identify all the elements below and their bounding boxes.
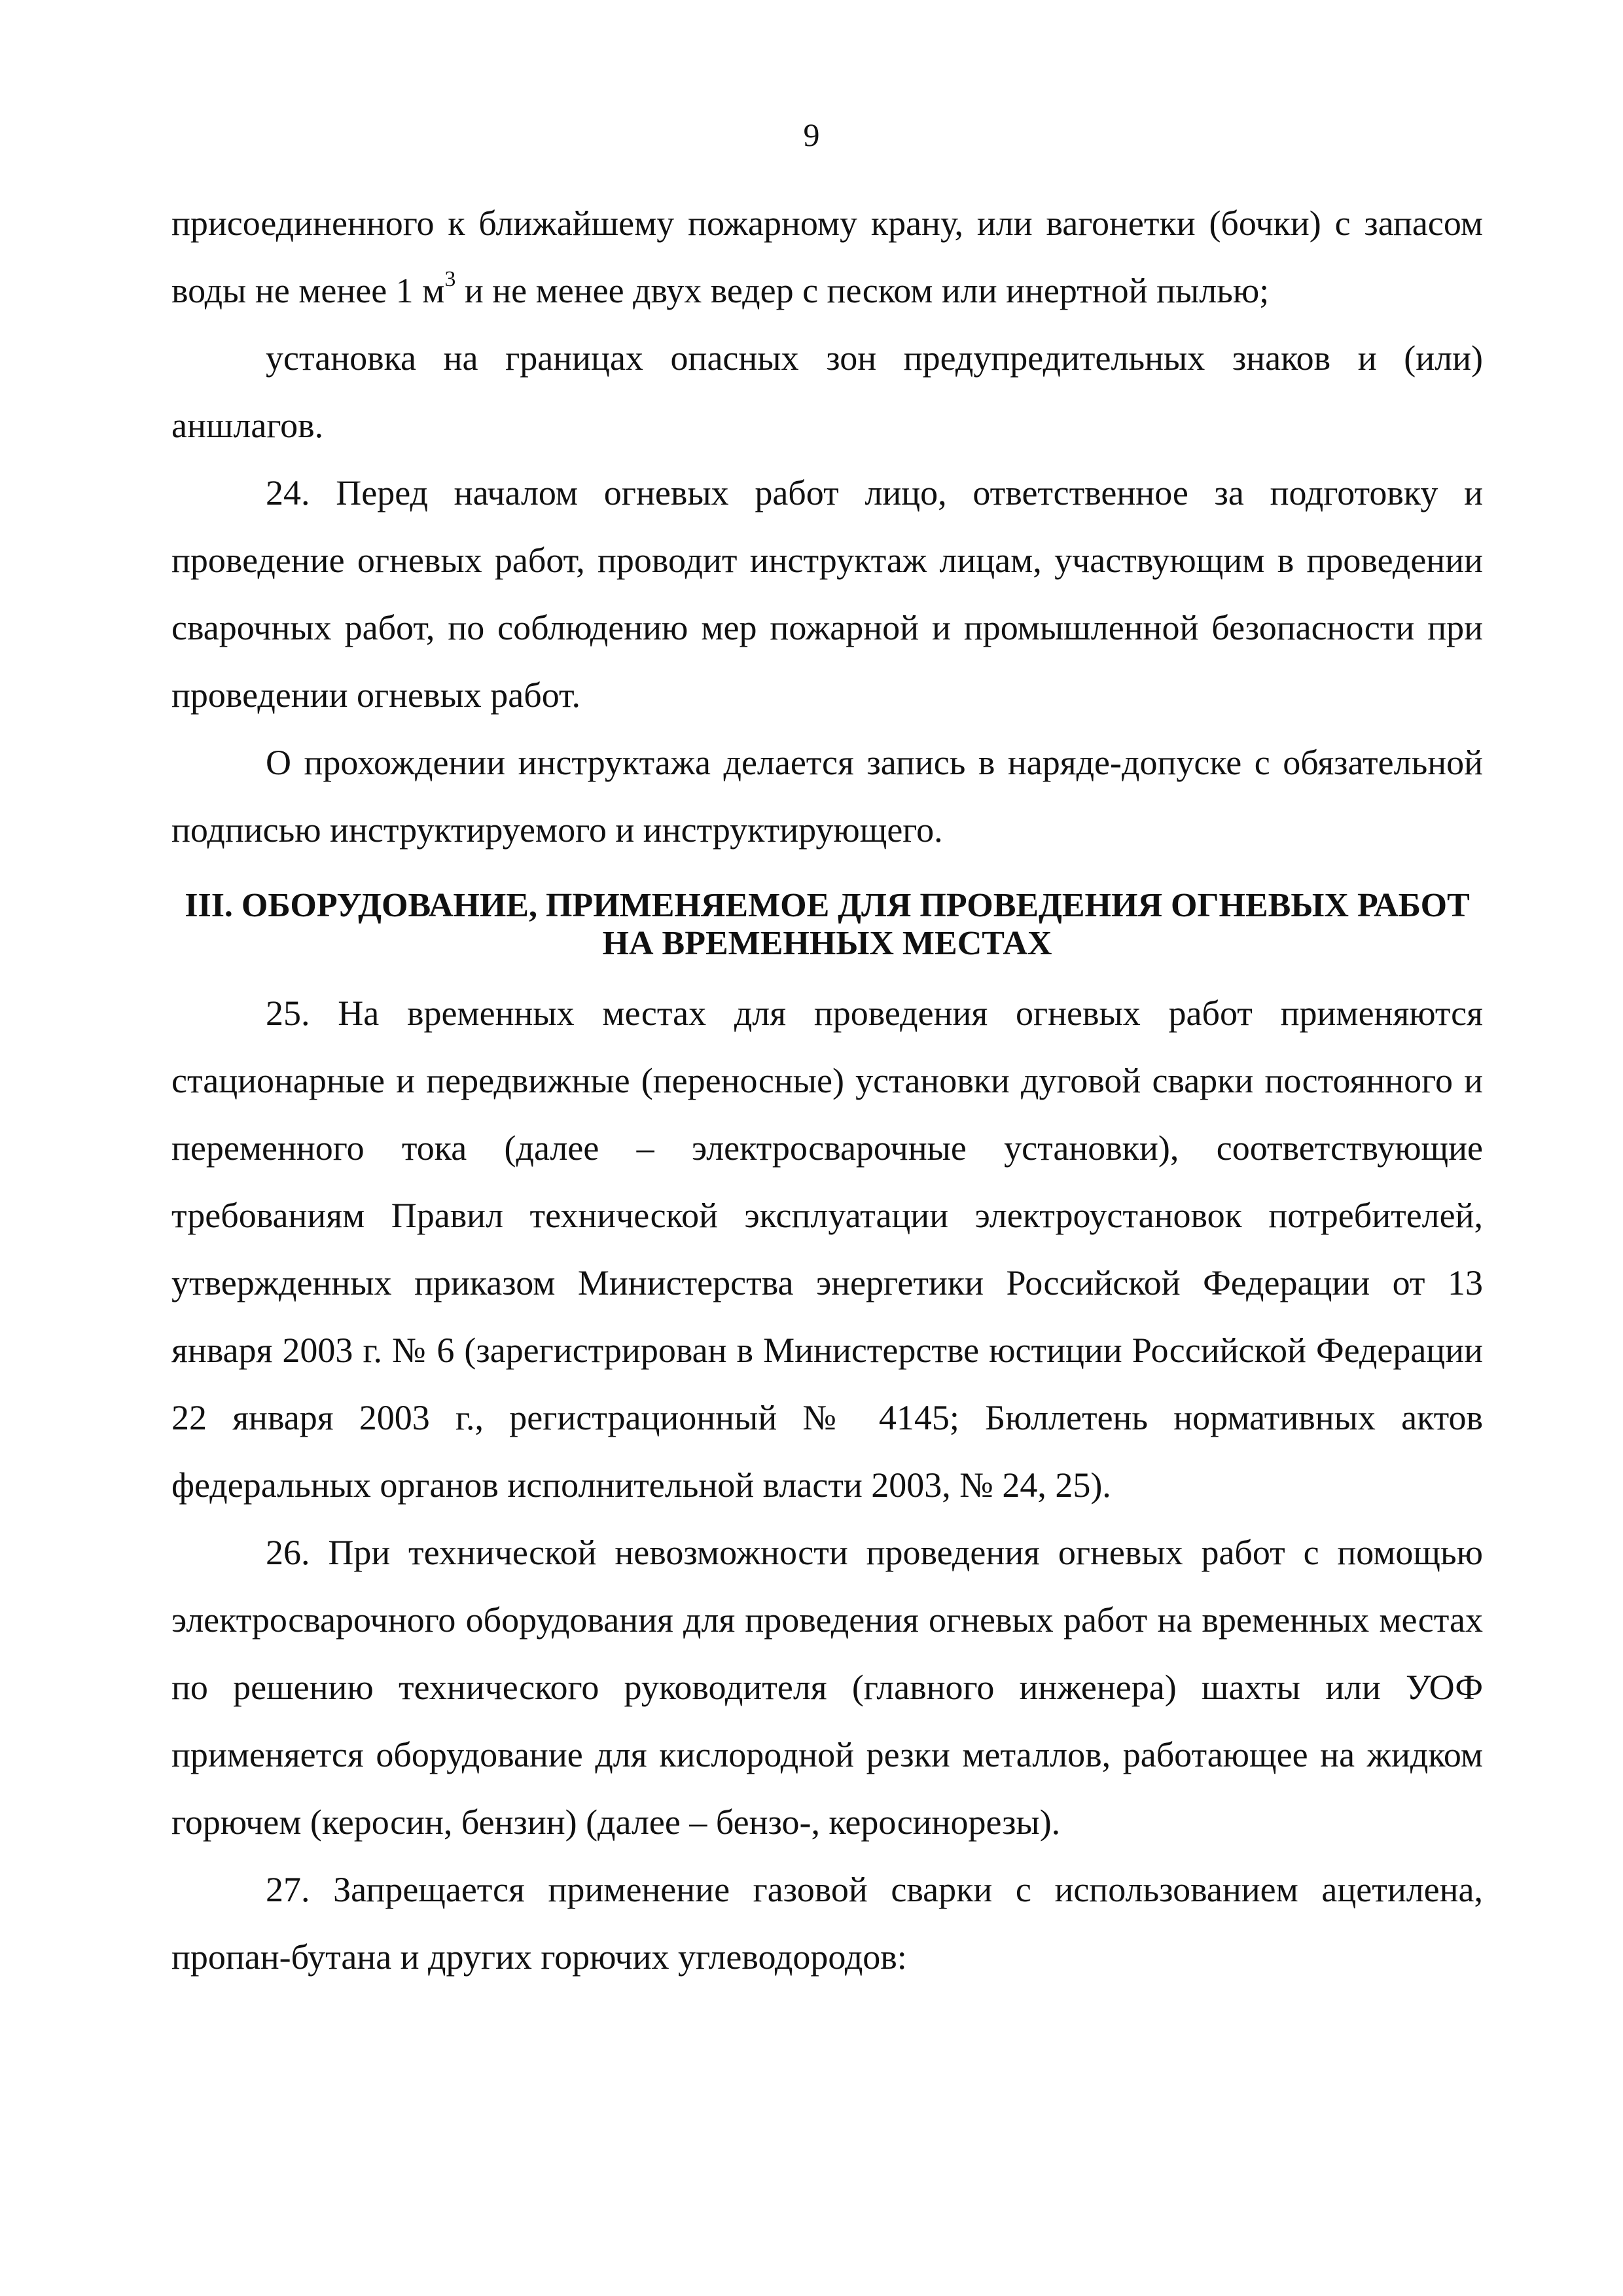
paragraph-text: и не менее двух ведер с песком или инертной пылью; [455, 271, 1270, 310]
section-heading-line-1: III. ОБОРУДОВАНИЕ, ПРИМЕНЯЕМОЕ ДЛЯ ПРОВЕДЕНИЯ ОГНЕВЫХ РАБОТ [185, 887, 1470, 924]
superscript-exponent: 3 [444, 267, 456, 291]
paragraph-item-27: 27. Запрещается применение газовой сварки с использованием ацетилена, пропан-бутана и других горючих углеводородов: [171, 1870, 1483, 1977]
paragraph-item-26: 26. При технической невозможности проведения огневых работ с помощью электросварочного оборудования для проведения огневых работ на временных местах по решению технического руководителя (главного инженера) шахты или УОФ применяется оборудование для кислородной резки металлов, работающее на жидком горючем (керосин, бензин) (далее – бензо-, керосинорезы). [171, 1533, 1483, 1842]
section-heading [171, 887, 1483, 963]
section-heading-line-2: НА ВРЕМЕННЫХ МЕСТАХ [602, 925, 1052, 962]
paragraph-item-25: 25. На временных местах для проведения огневых работ применяются стационарные и передвижные (переносные) установки дуговой сварки постоянного и переменного тока (далее – электросварочные установки), соответствующие требованиям Правил технической эксплуатации электроустановок потребителей, утвержденных приказом Министерства энергетики Российской Федерации от 13 января 2003 г. № 6 (зарегистрирован в Министерстве юстиции Российской Федерации 22 января 2003 г., регистрационный № 4145; Бюллетень нормативных актов федеральных органов исполнительной власти 2003, № 24, 25). [171, 994, 1483, 1505]
paragraph-text: присоединенного к ближайшему пожарному крану, или вагонетки (бочки) с запасом воды не менее 1 м [171, 204, 1483, 310]
paragraph-continuation [171, 190, 1483, 325]
page-number: 9 [803, 117, 820, 153]
document-body [171, 190, 1483, 1991]
paragraph-briefing-record: О прохождении инструктажа делается запись в наряде-допуске с обязательной подписью инструктируемого и инструктирующего. [171, 743, 1483, 850]
paragraph-item-24: 24. Перед началом огневых работ лицо, ответственное за подготовку и проведение огневых работ, проводит инструктаж лицам, участвующим в проведении сварочных работ, по соблюдению мер пожарной и промышленной безопасности при проведении огневых работ. [171, 473, 1483, 715]
paragraph-warning-signs: установка на границах опасных зон предупредительных знаков и (или) аншлагов. [171, 338, 1483, 445]
